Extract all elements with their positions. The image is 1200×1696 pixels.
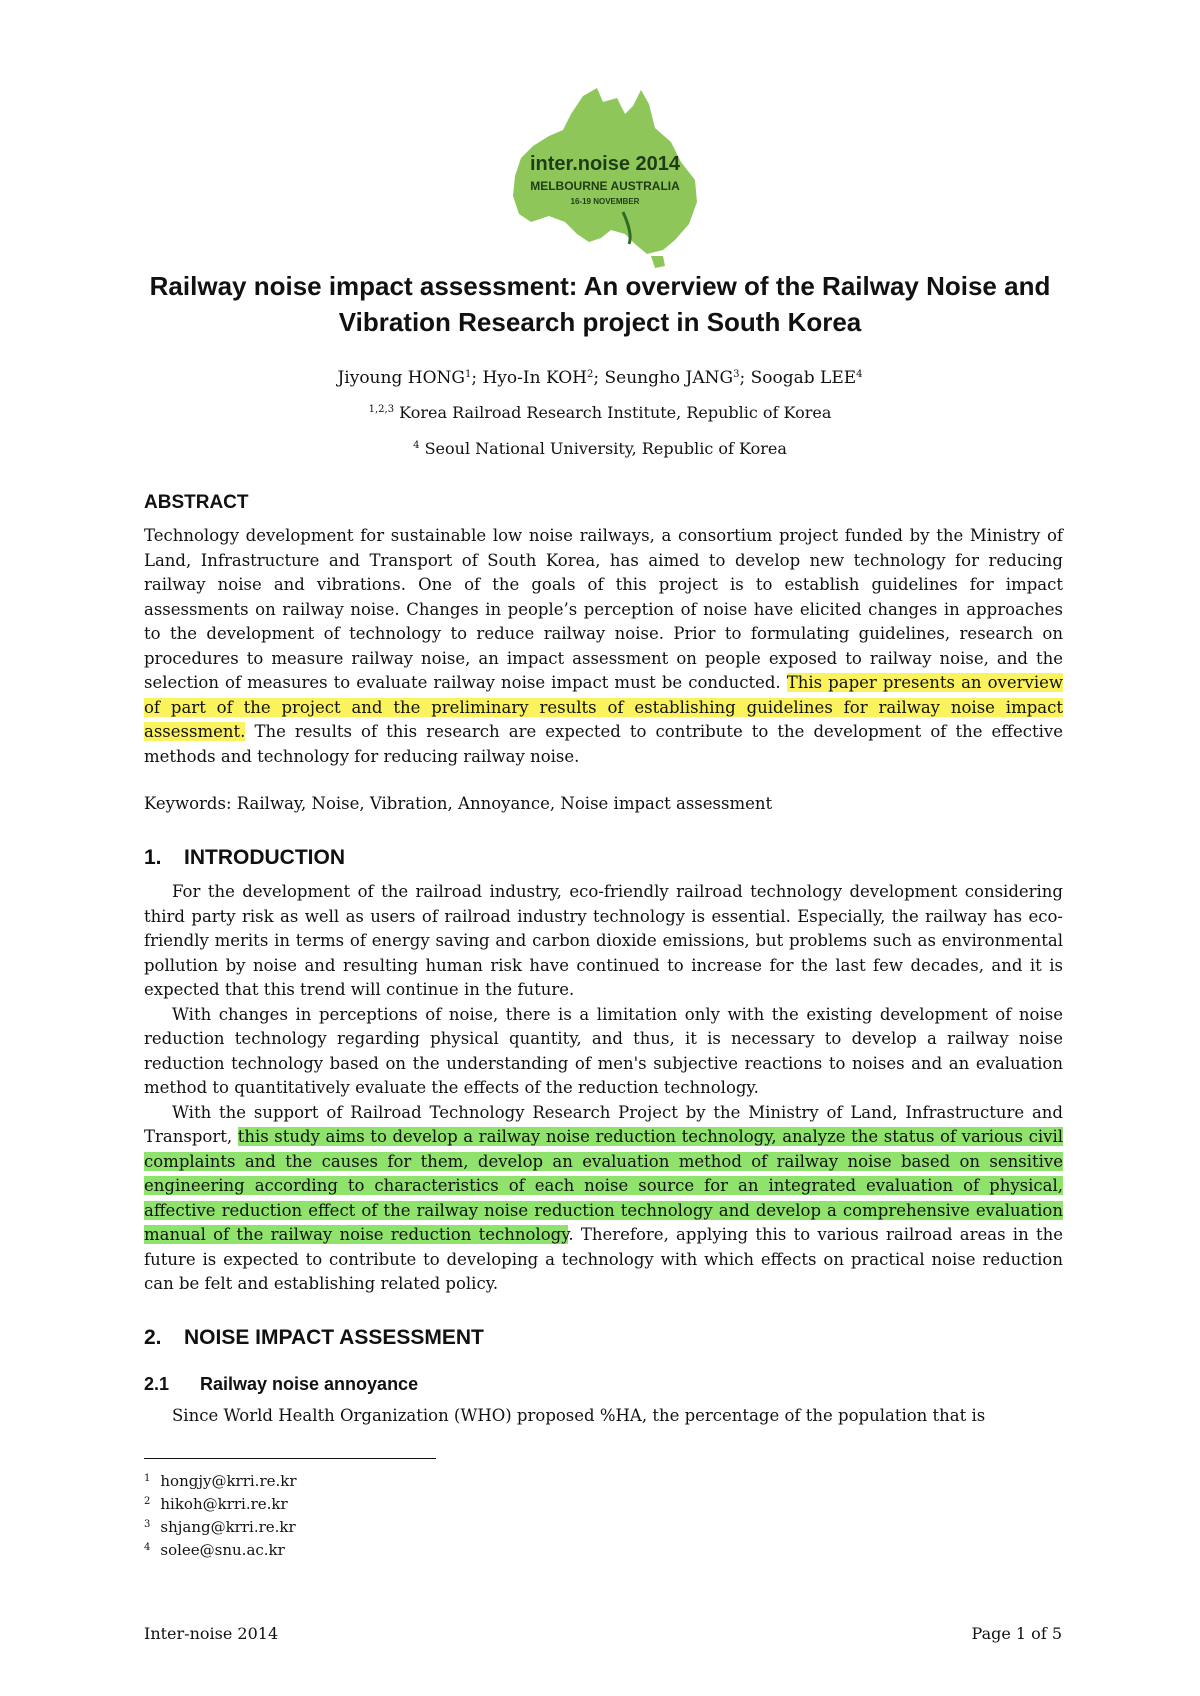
footnote — [144, 1539, 297, 1562]
affiliation-text: Korea Railroad Research Institute, Republic of Korea — [394, 403, 832, 422]
footnote-divider — [144, 1458, 436, 1459]
author-mark: 3 — [733, 369, 740, 380]
subsection-title: Railway noise annoyance — [200, 1374, 419, 1394]
footnote — [144, 1470, 297, 1493]
footer-conference: Inter-noise 2014 — [144, 1624, 279, 1643]
section-2-1-body — [144, 1404, 1063, 1429]
author-name: Jiyoung HONG — [337, 368, 465, 388]
author-mark: 2 — [586, 369, 594, 380]
conference-logo — [505, 84, 705, 272]
abstract-heading: ABSTRACT — [144, 492, 249, 513]
logo-line2: MELBOURNE AUSTRALIA — [530, 179, 680, 193]
section-heading — [144, 1326, 484, 1350]
paragraph: For the development of the railroad industry, eco-friendly railroad technology development considering third party risk as well as users of railroad industry technology is essential. Especially, the railway has eco-friendly merits in terms of energy saving and carbon dioxide emissions, but problems such as environmental pollution by noise and resulting human risk have continued to increase for the last few decades, and it is expected that this trend will continue in the future. — [144, 882, 1063, 999]
paper-title: Railway noise impact assessment: An overview of the Railway Noise and Vibration Research project in South Korea — [149, 271, 1051, 337]
footnote-email-link[interactable]: hikoh@krri.re.kr — [160, 1495, 288, 1513]
subsection-heading — [144, 1374, 418, 1395]
footnote-email-link[interactable]: shjang@krri.re.kr — [160, 1518, 296, 1536]
footer-page-number: Page 1 of 5 — [971, 1624, 1062, 1643]
logo-line1: inter.noise 2014 — [529, 153, 681, 175]
author-sep: ; — [739, 368, 751, 388]
author-mark: 4 — [856, 369, 863, 380]
author-name: Hyo-In KOH — [482, 368, 587, 388]
section-title: INTRODUCTION — [184, 846, 345, 869]
paragraph-part: With the support of Railroad Technology Research Project by the Ministry of Land, Infrastructure and Transport, — [144, 1102, 1063, 1146]
footnotes — [144, 1470, 297, 1562]
footnote-mark: 4 — [144, 1542, 151, 1553]
paragraph-part: . Therefore, applying this to various railroad areas in the future is expected to contribute to developing a technology with which effects on practical noise reduction can be felt and establishing related policy. — [144, 1225, 1063, 1293]
footnote-mark: 2 — [144, 1496, 151, 1507]
author-name: Seungho JANG — [604, 368, 734, 388]
paragraph: Since World Health Organization (WHO) proposed %HA, the percentage of the population that is — [172, 1406, 986, 1425]
section-title: NOISE IMPACT ASSESSMENT — [184, 1326, 484, 1349]
author-sep: ; — [593, 368, 605, 388]
footnote — [144, 1516, 297, 1539]
affiliation-marks: 1,2,3 — [368, 404, 395, 415]
australia-map-logo-icon — [505, 84, 705, 272]
affiliation-marks: 4 — [413, 440, 420, 451]
section-number: 1. — [144, 846, 162, 869]
introduction-highlight: this study aims to develop a railway noise reduction technology, analyze the status of various civil complaints and the causes for them, develop an evaluation method of railway noise based on sensitive engineering according to characteristics of each noise source for an integrated evaluation of physical, affective reduction effect of the railway noise reduction technology and develop a comprehensive evaluation manual of the railway noise reduction technology — [144, 1127, 1064, 1244]
author-sep: ; — [471, 368, 483, 388]
abstract-highlight: This paper presents an overview of part of the project and the preliminary results of establishing guidelines for railway noise impact assessment. — [144, 673, 1063, 741]
affiliation — [120, 438, 1080, 460]
paragraph — [144, 1101, 1063, 1297]
keywords: Keywords: Railway, Noise, Vibration, Annoyance, Noise impact assessment — [144, 794, 773, 813]
logo-line3: 16-19 NOVEMBER — [570, 197, 640, 206]
author-list — [120, 366, 1080, 390]
abstract-part: The results of this research are expected to contribute to the development of the effective methods and technology for reducing railway noise. — [144, 722, 1063, 766]
section-heading — [144, 846, 345, 870]
footnote — [144, 1493, 297, 1516]
introduction-body — [144, 880, 1063, 1297]
abstract-part: Technology development for sustainable low noise railways, a consortium project funded by the Ministry of Land, Infrastructure and Transport of South Korea, has aimed to develop new technology for reducing railway noise and vibrations. One of the goals of this project is to establish guidelines for impact assessments on railway noise. Changes in people’s perception of noise have elicited changes in approaches to the development of technology to reduce railway noise. Prior to formulating guidelines, research on procedures to measure railway noise, an impact assessment on people exposed to railway noise, and the selection of measures to evaluate railway noise impact must be conducted. — [144, 526, 1063, 692]
footnote-mark: 1 — [144, 1473, 151, 1484]
affiliation — [120, 402, 1080, 424]
abstract-text — [144, 524, 1063, 769]
author-mark: 1 — [464, 369, 472, 380]
subsection-number: 2.1 — [144, 1374, 170, 1394]
author-name: Soogab LEE — [750, 368, 857, 388]
footnote-mark: 3 — [144, 1519, 151, 1530]
section-number: 2. — [144, 1326, 162, 1349]
affiliation-text: Seoul National University, Republic of Korea — [419, 439, 787, 458]
footnote-email-link[interactable]: solee@snu.ac.kr — [160, 1541, 285, 1559]
paragraph: With changes in perceptions of noise, there is a limitation only with the existing development of noise reduction technology regarding physical quantity, and thus, it is necessary to develop a railway noise reduction technology based on the understanding of men's subjective reactions to noises and an evaluation method to quantitatively evaluate the effects of the reduction technology. — [144, 1004, 1063, 1097]
footnote-email-link[interactable]: hongjy@krri.re.kr — [160, 1472, 297, 1490]
